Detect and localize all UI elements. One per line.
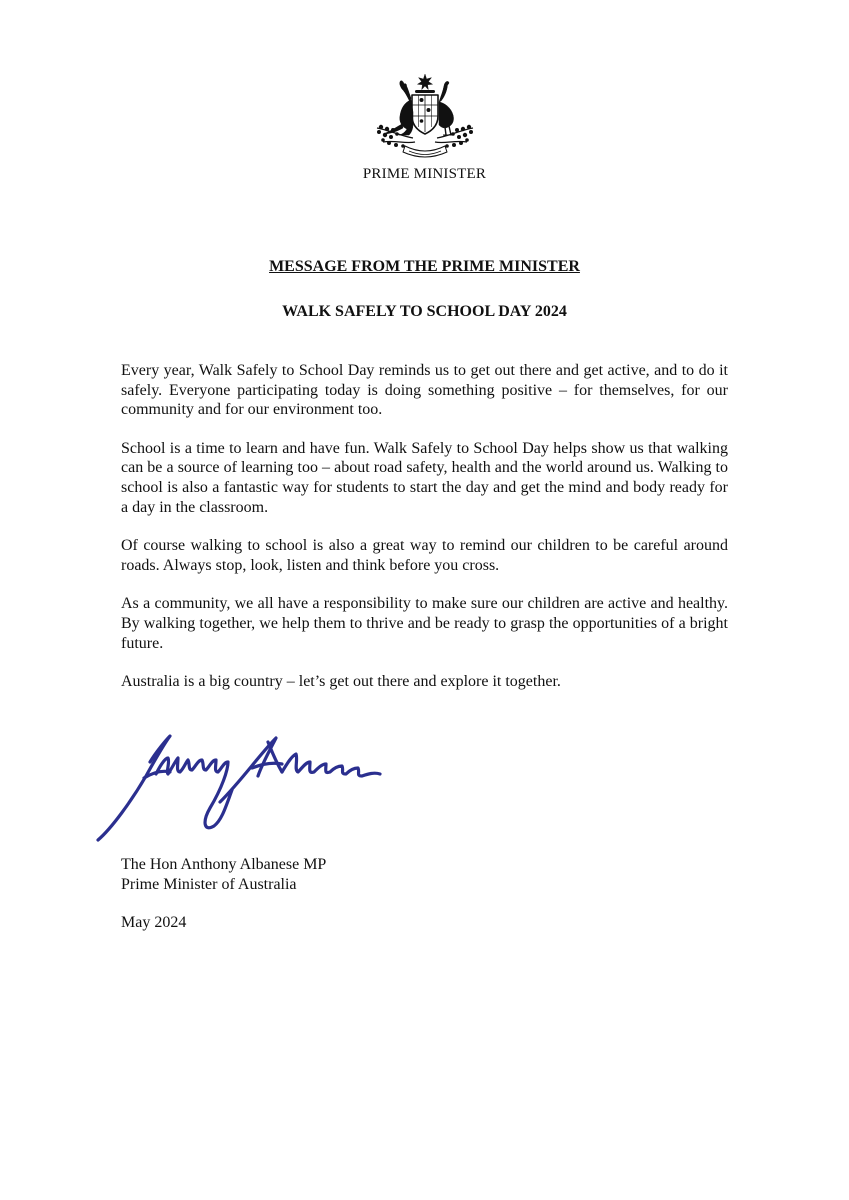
signatory-name: The Hon Anthony Albanese MP [121,856,327,873]
signoff-block [121,855,326,894]
signatory-role: Prime Minister of Australia [121,875,297,893]
page-title: MESSAGE FROM THE PRIME MINISTER [269,258,580,275]
body-paragraph: Of course walking to school is also a great way to remind our children to be careful around roads. Always stop, look, listen and think before you cross. [121,537,728,574]
body-paragraph: School is a time to learn and have fun. Walk Safely to School Day helps show us that walking can be a source of learning too – about road safety, health and the world around us. Walking to school is also a fantastic way for students to start the day and get the mind and body ready for a day in the classroom. [121,439,728,516]
letter-body [121,361,728,711]
body-paragraph: Every year, Walk Safely to School Day reminds us to get out there and get active, and to do it safely. Everyone participating today is doing something positive – for themselves, for our community and for our environment too. [121,362,728,419]
body-paragraph: As a community, we all have a responsibility to make sure our children are active and healthy. By walking together, we help them to thrive and be ready to grasp the opportunities of a bright future. [121,595,728,652]
body-paragraph: Australia is a big country – let’s get out there and explore it together. [121,673,561,691]
letter-date: May 2024 [121,914,187,931]
letterhead-office: PRIME MINISTER [362,166,487,182]
coat-of-arms-icon [369,72,481,162]
signature [92,728,388,844]
page-subtitle: WALK SAFELY TO SCHOOL DAY 2024 [282,303,567,320]
